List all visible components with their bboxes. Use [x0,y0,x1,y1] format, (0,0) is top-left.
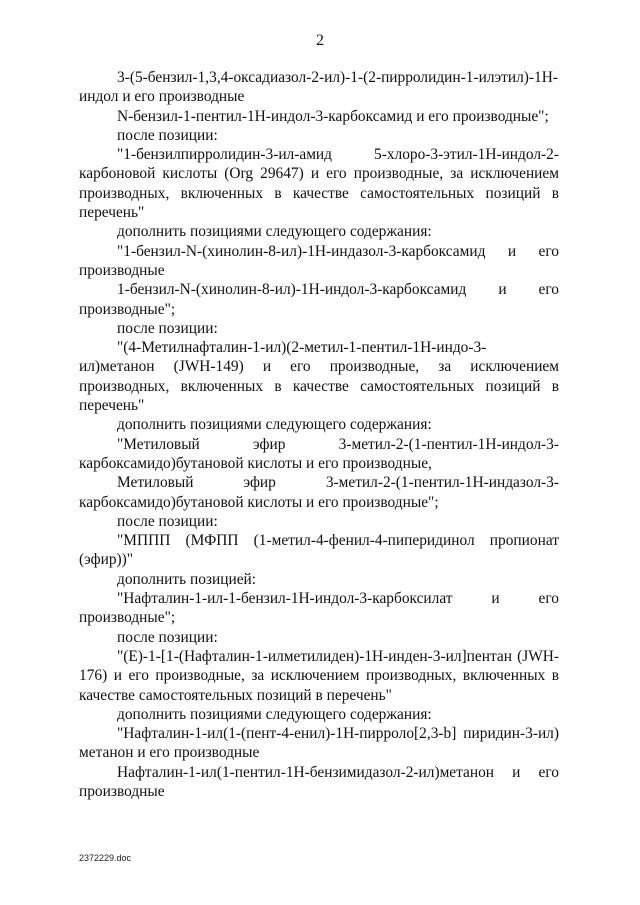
paragraph: "Метиловый эфир 3-метил-2-(1-пентил-1Н-индол-3-карбоксамидо)бутановой кислоты и его производные, [79,435,559,472]
paragraph: Метиловый эфир 3-метил-2-(1-пентил-1Н-индазол-3-карбоксамидо)бутановой кислоты и его производные"; [79,474,559,511]
paragraph: N-бензил-1-пентил-1Н-индол-3-карбоксамид и его производные"; [117,107,549,125]
paragraph: "Нафталин-1-ил-1-бензил-1Н-индол-3-карбоксилат и его производные"; [79,590,559,627]
paragraph: 1-бензил-N-(хинолин-8-ил)-1Н-индол-3-карбоксамид и его производные"; [79,281,559,318]
document-body [79,68,559,801]
page-number: 2 [316,32,324,49]
paragraph: после позиции: [117,319,218,337]
paragraph: дополнить позициями следующего содержания: [117,416,432,434]
paragraph: дополнить позициями следующего содержания: [117,223,432,241]
paragraph: "МППП (МФПП (1-метил-4-фенил-4-пиперидинол пропионат (эфир))" [79,532,559,569]
paragraph: "1-бензил-N-(хинолин-8-ил)-1Н-индазол-3-карбоксамид и его производные [79,242,559,279]
paragraph: после позиции: [117,512,218,530]
paragraph: дополнить позициями следующего содержания: [117,705,432,723]
paragraph: после позиции: [117,628,218,646]
paragraph: Нафталин-1-ил(1-пентил-1Н-бензимидазол-2-ил)метанон и его производные [79,763,559,800]
paragraph: "(4-Метилнафталин-1-ил)(2-метил-1-пентил-1Н-индо-3-ил)метанон (JWH-149) и его производные, за исключением производных, включенных в качестве самостоятельных позиций в перечень" [79,339,559,415]
paragraph: дополнить позицией: [117,570,257,588]
paragraph: после позиции: [117,126,218,144]
paragraph: 3-(5-бензил-1,3,4-оксадиазол-2-ил)-1-(2-пирролидин-1-илэтил)-1Н-индол и его производные [79,69,558,106]
paragraph: "1-бензилпирролидин-3-ил-амид 5-хлоро-3-этил-1Н-индол-2-карбоновой кислоты (Org 29647) и его производные, за исключением производных, включенных в качестве самостоятельных позиций в перечень" [79,146,559,222]
paragraph: "(Е)-1-[1-(Нафталин-1-илметилиден)-1Н-инден-3-ил]пентан (JWH-176) и его производные, за исключением производных, включенных в качестве самостоятельных позиций в перечень" [79,647,559,704]
paragraph: "Нафталин-1-ил(1-(пент-4-енил)-1Н-пирроло[2,3-b] пиридин-3-ил) метанон и его производные [79,725,559,762]
footer-filename: 2372229.doc [79,853,132,863]
